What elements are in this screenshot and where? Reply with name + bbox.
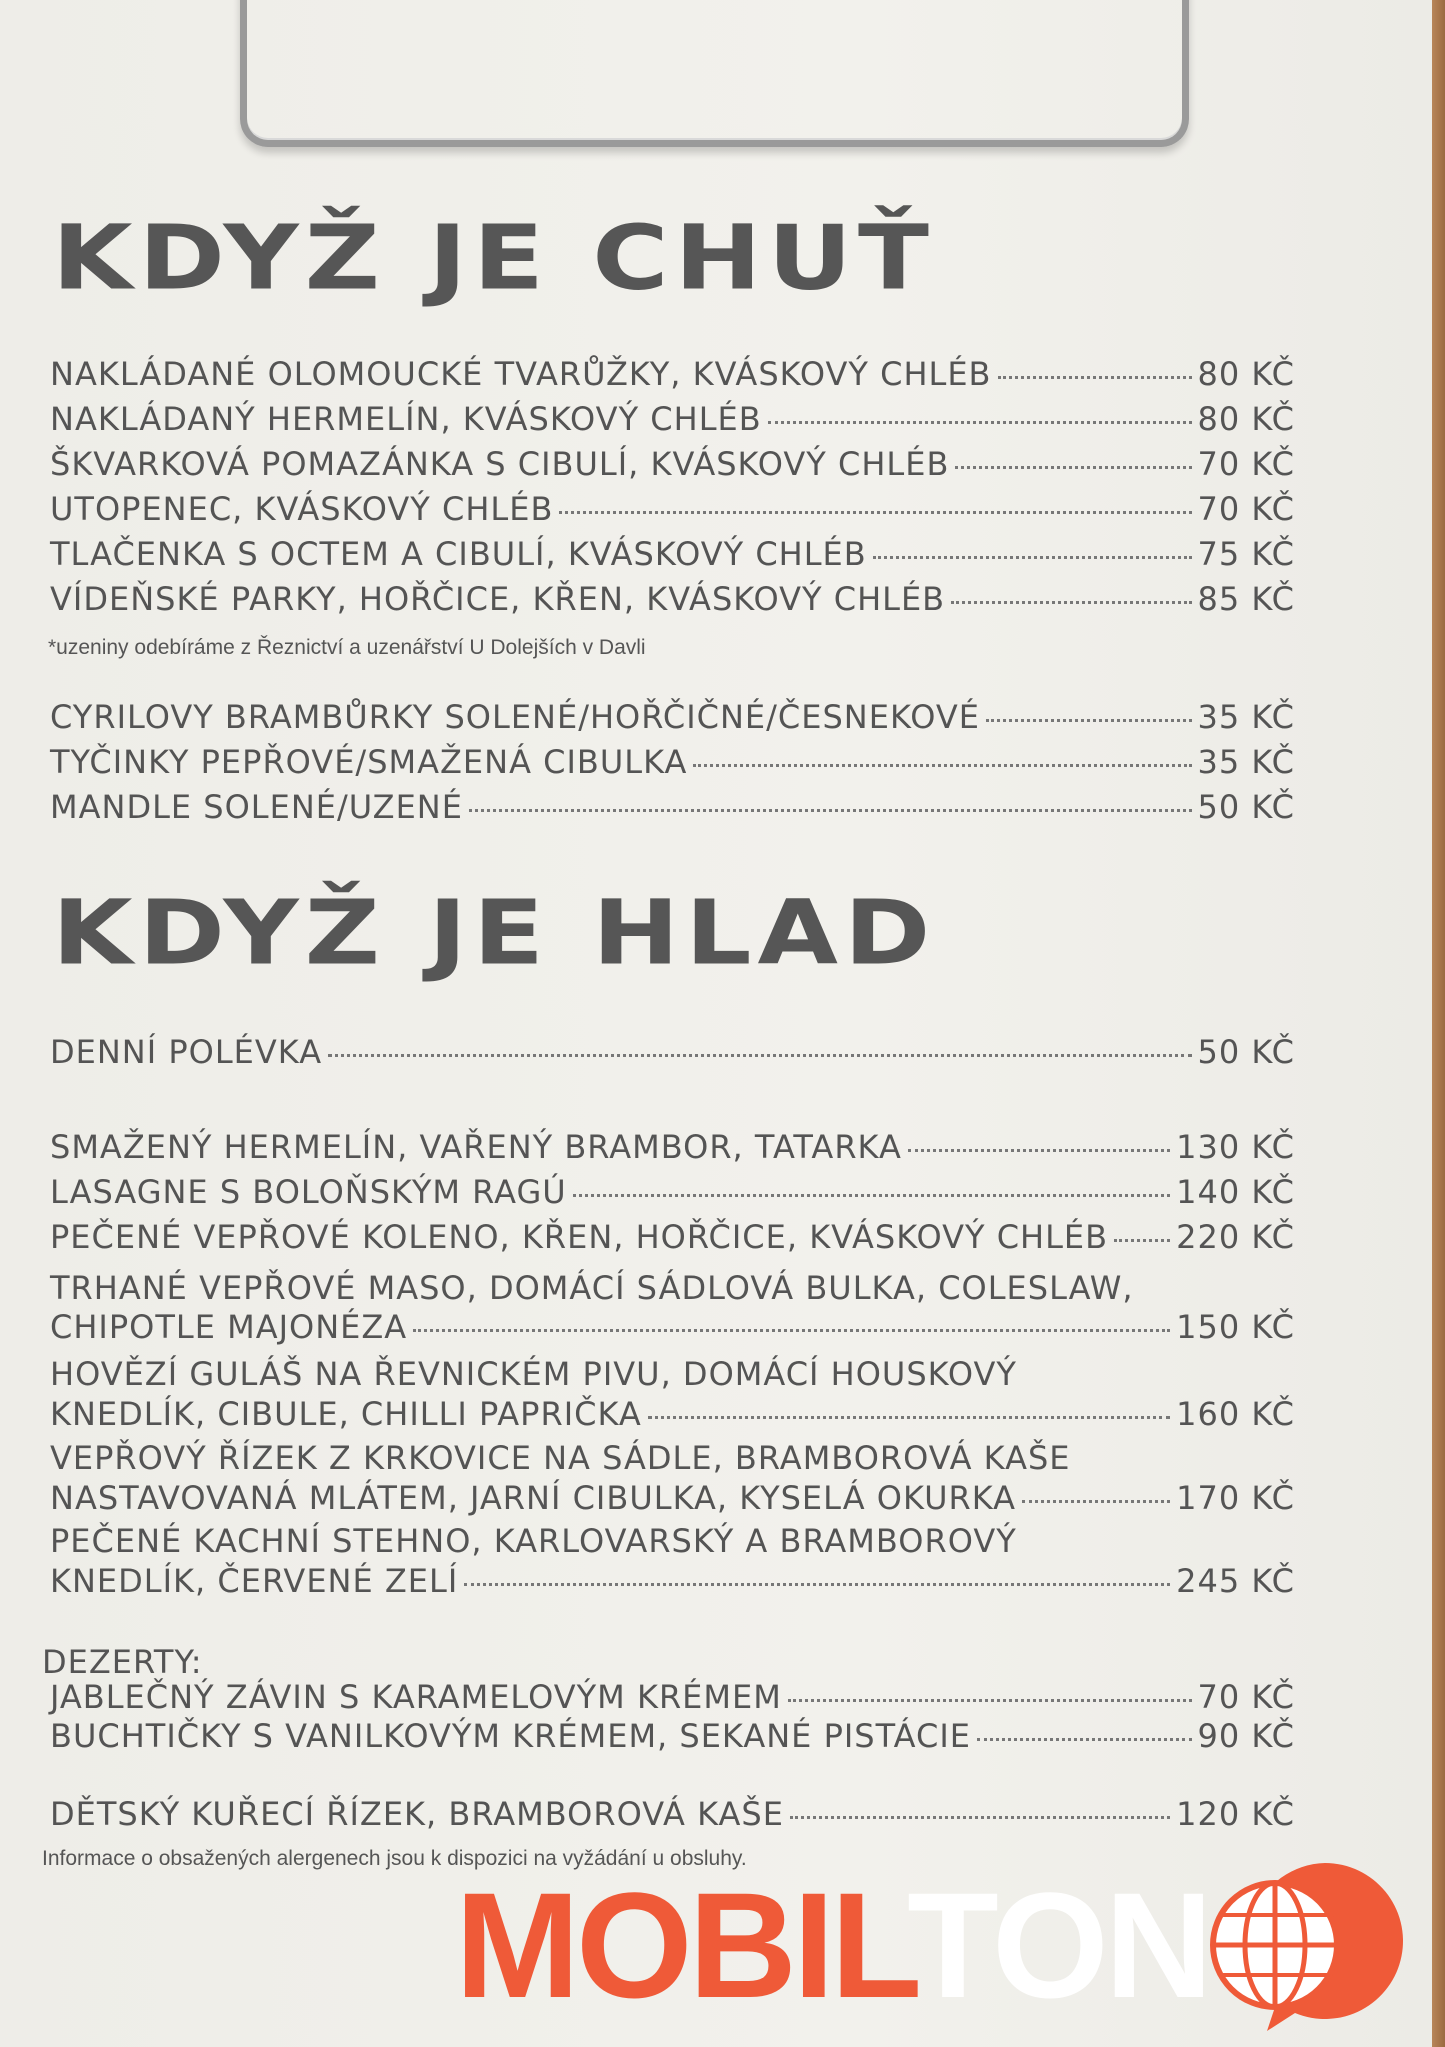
menu-item: SMAŽENÝ HERMELÍN, VAŘENÝ BRAMBOR, TATARKA 130 KČ	[50, 1128, 1295, 1166]
menu-item: TYČINKY PEPŘOVÉ/SMAŽENÁ CIBULKA 35 KČ	[50, 743, 1295, 781]
section-title-chut: KDYŽ JE CHUŤ	[52, 205, 935, 310]
menu-item: NASTAVOVANÁ MLÁTEM, JARNÍ CIBULKA, KYSELÁ OKURKA 170 KČ	[50, 1479, 1295, 1517]
menu-item: KNEDLÍK, CIBULE, CHILLI PAPRIČKA 160 KČ	[50, 1395, 1295, 1433]
menu-item: NAKLÁDANÉ OLOMOUCKÉ TVARŮŽKY, KVÁSKOVÝ CHLÉB 80 KČ	[50, 355, 1295, 393]
clipboard-clip	[240, 0, 1189, 147]
desserts-label: DEZERTY:	[42, 1643, 203, 1681]
menu-item-line: VEPŘOVÝ ŘÍZEK Z KRKOVICE NA SÁDLE, BRAMBOROVÁ KAŠE	[50, 1439, 1071, 1477]
menu-item-line: HOVĚZÍ GULÁŠ NA ŘEVNICKÉM PIVU, DOMÁCÍ HOUSKOVÝ	[50, 1355, 1017, 1393]
menu-item: CYRILOVY BRAMBŮRKY SOLENÉ/HOŘČIČNÉ/ČESNEKOVÉ 35 KČ	[50, 698, 1295, 736]
menu-item-line: TRHANÉ VEPŘOVÉ MASO, DOMÁCÍ SÁDLOVÁ BULKA, COLESLAW,	[50, 1269, 1134, 1307]
menu-item: NAKLÁDANÝ HERMELÍN, KVÁSKOVÝ CHLÉB 80 KČ	[50, 400, 1295, 438]
section-title-hlad: KDYŽ JE HLAD	[52, 880, 937, 985]
menu-item: BUCHTIČKY S VANILKOVÝM KRÉMEM, SEKANÉ PISTÁCIE 90 KČ	[50, 1717, 1295, 1755]
menu-item: UTOPENEC, KVÁSKOVÝ CHLÉB 70 KČ	[50, 490, 1295, 528]
wooden-board-edge	[1432, 0, 1445, 2047]
menu-item: KNEDLÍK, ČERVENÉ ZELÍ 245 KČ	[50, 1562, 1295, 1600]
menu-item: JABLEČNÝ ZÁVIN S KARAMELOVÝM KRÉMEM 70 KČ	[50, 1678, 1295, 1716]
menu-item: DENNÍ POLÉVKA 50 KČ	[50, 1033, 1295, 1071]
allergen-note: Informace o obsažených alergenech jsou k dispozici na vyžádání u obsluhy.	[42, 1847, 747, 1870]
menu-item: PEČENÉ VEPŘOVÉ KOLENO, KŘEN, HOŘČICE, KVÁSKOVÝ CHLÉB 220 KČ	[50, 1218, 1295, 1256]
menu-item: MANDLE SOLENÉ/UZENÉ 50 KČ	[50, 788, 1295, 826]
menu-item-line: PEČENÉ KACHNÍ STEHNO, KARLOVARSKÝ A BRAMBOROVÝ	[50, 1522, 1017, 1560]
menu-item: CHIPOTLE MAJONÉZA 150 KČ	[50, 1308, 1295, 1346]
menu-item: TLAČENKA S OCTEM A CIBULÍ, KVÁSKOVÝ CHLÉB 75 KČ	[50, 535, 1295, 573]
menu-item: LASAGNE S BOLOŇSKÝM RAGÚ 140 KČ	[50, 1173, 1295, 1211]
globe-icon	[1205, 1855, 1430, 2035]
watermark-logo: MOBILTON	[455, 1861, 1210, 2029]
menu-item: VÍDEŇSKÉ PARKY, HOŘČICE, KŘEN, KVÁSKOVÝ CHLÉB 85 KČ	[50, 580, 1295, 618]
menu-item: ŠKVARKOVÁ POMAZÁNKA S CIBULÍ, KVÁSKOVÝ CHLÉB 70 KČ	[50, 445, 1295, 483]
supplier-note: *uzeniny odebíráme z Řeznictví a uzenářství U Dolejších v Davli	[48, 636, 646, 659]
menu-item: DĚTSKÝ KUŘECÍ ŘÍZEK, BRAMBOROVÁ KAŠE 120 KČ	[50, 1795, 1295, 1833]
